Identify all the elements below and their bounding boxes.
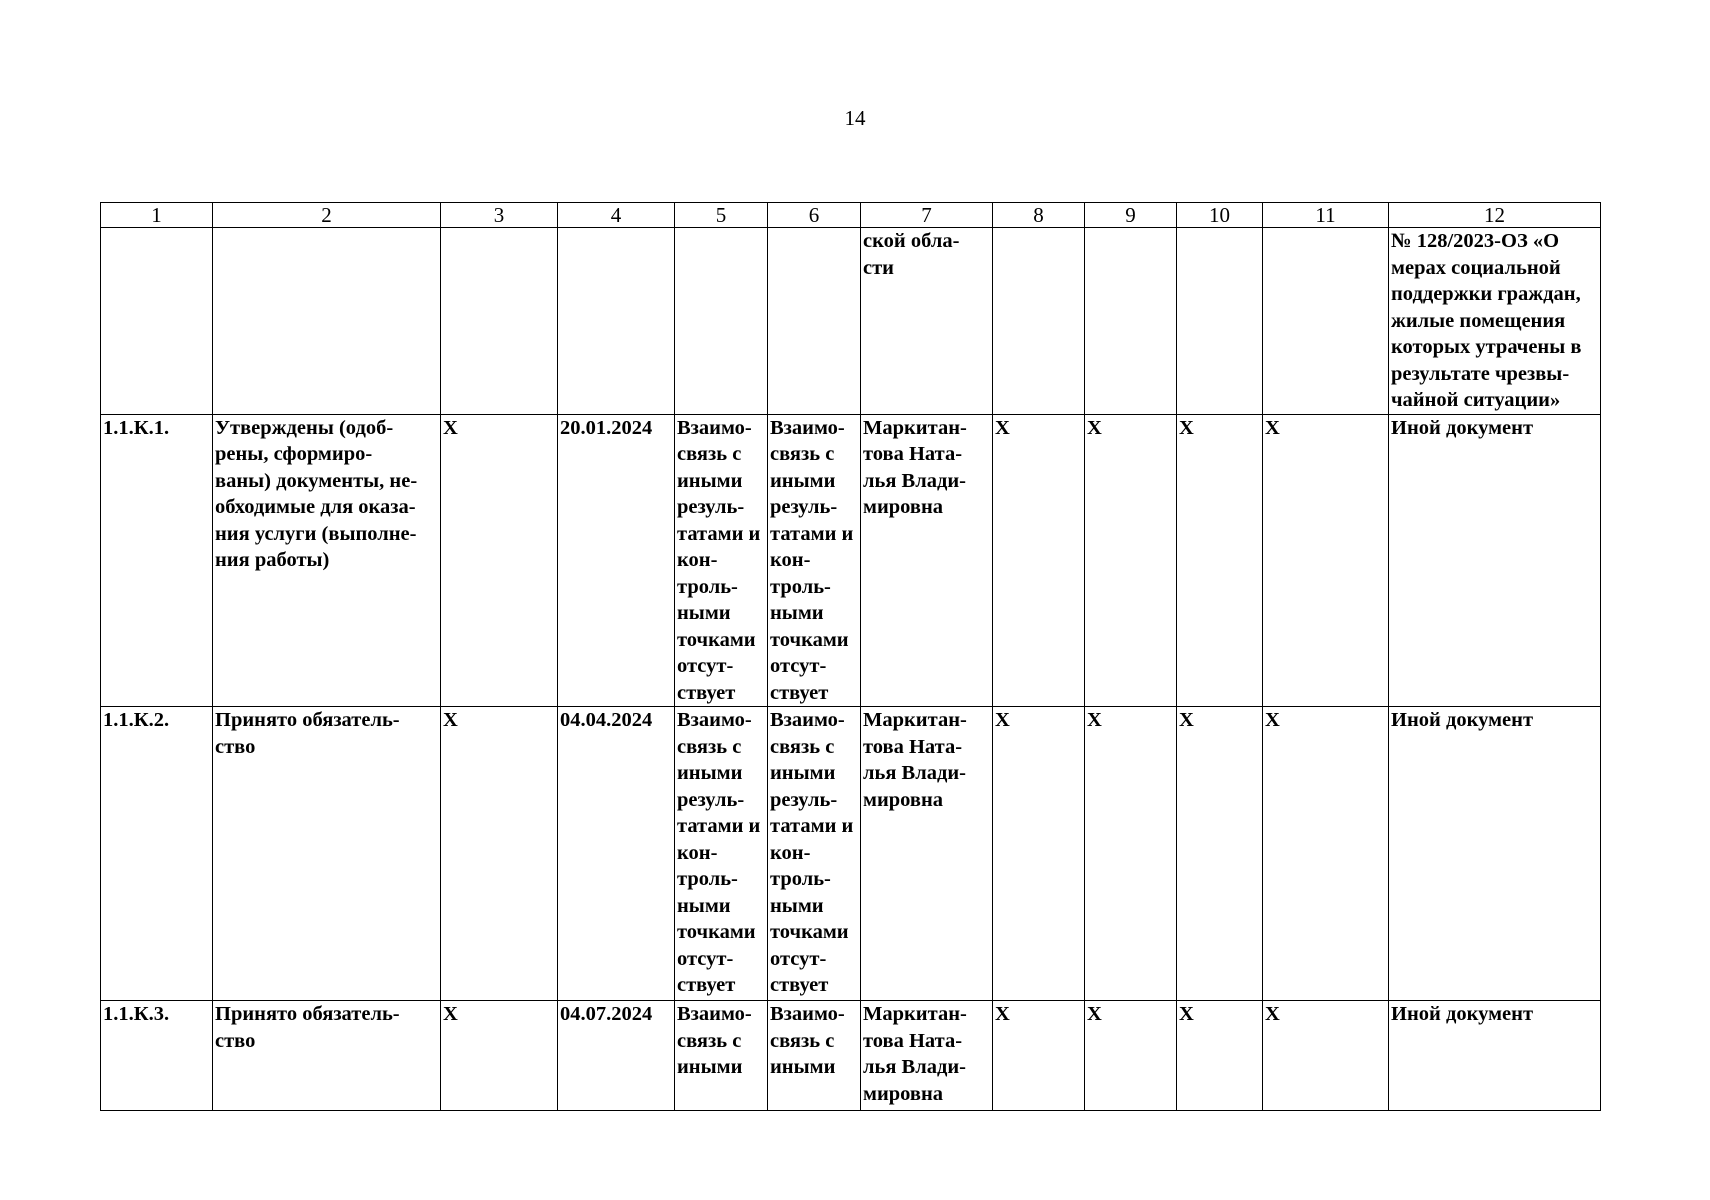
page-number: 14: [844, 106, 866, 130]
table-cell: [993, 228, 1085, 415]
column-header: 7: [861, 203, 993, 228]
table-cell: X: [993, 1001, 1085, 1111]
table-cell: 1.1.К.1.: [101, 414, 213, 707]
table-row: [101, 707, 1601, 1001]
table-cell: [1085, 228, 1177, 415]
column-header: 6: [768, 203, 861, 228]
table-cell: Иной документ: [1389, 414, 1601, 707]
table-row: [101, 414, 1601, 707]
table-cell: X: [1263, 414, 1389, 707]
column-header: 12: [1389, 203, 1601, 228]
table-cell: Маркитан- това Ната- лья Влади- мировна: [861, 1001, 993, 1111]
table-cell: Принято обязатель- ство: [213, 1001, 441, 1111]
column-header: 8: [993, 203, 1085, 228]
table-cell: 04.07.2024: [558, 1001, 675, 1111]
table-cell: [558, 228, 675, 415]
table-cell: Маркитан- това Ната- лья Влади- мировна: [861, 414, 993, 707]
table-cell: 04.04.2024: [558, 707, 675, 1001]
table-cell: X: [441, 1001, 558, 1111]
table-cell: Взаимо- связь с иными резуль- татами и кон- троль- ными точками отсут- ствует: [675, 414, 768, 707]
table-cell: X: [993, 414, 1085, 707]
header-row: [101, 203, 1601, 228]
table-row: [101, 228, 1601, 415]
column-header: 9: [1085, 203, 1177, 228]
table-cell: ской обла- сти: [861, 228, 993, 415]
table-cell: Маркитан- това Ната- лья Влади- мировна: [861, 707, 993, 1001]
table-cell: X: [441, 414, 558, 707]
column-header: 10: [1177, 203, 1263, 228]
table-cell: 20.01.2024: [558, 414, 675, 707]
table-cell: X: [993, 707, 1085, 1001]
table-cell: [213, 228, 441, 415]
column-header: 2: [213, 203, 441, 228]
table-cell: X: [1263, 1001, 1389, 1111]
table-cell: Взаимо- связь с иными резуль- татами и кон- троль- ными точками отсут- ствует: [768, 707, 861, 1001]
table-cell: Иной документ: [1389, 707, 1601, 1001]
table-row: [101, 1001, 1601, 1111]
table-cell: [101, 228, 213, 415]
table-cell: 1.1.К.3.: [101, 1001, 213, 1111]
table-cell: X: [1263, 707, 1389, 1001]
column-header: 1: [101, 203, 213, 228]
table-cell: X: [1085, 1001, 1177, 1111]
table-cell: X: [1177, 414, 1263, 707]
table-cell: [441, 228, 558, 415]
document-table: [100, 202, 1601, 1111]
table-cell: 1.1.К.2.: [101, 707, 213, 1001]
table-cell: Взаимо- связь с иными резуль- татами и кон- троль- ными точками отсут- ствует: [768, 414, 861, 707]
table-cell: X: [1177, 1001, 1263, 1111]
table-cell: Утверждены (одоб- рены, сформиро- ваны) документы, не- обходимые для оказа- ния услуги (выполне- ния работы): [213, 414, 441, 707]
table-cell: [675, 228, 768, 415]
column-header: 3: [441, 203, 558, 228]
column-header: 11: [1263, 203, 1389, 228]
table-cell: X: [1085, 414, 1177, 707]
table-cell: X: [1177, 707, 1263, 1001]
table-cell: [768, 228, 861, 415]
table-cell: Иной документ: [1389, 1001, 1601, 1111]
column-header: 5: [675, 203, 768, 228]
table-cell: № 128/2023-ОЗ «О мерах социальной поддержки граждан, жилые помещения которых утрачены в результате чрезвы- чайной ситуации»: [1389, 228, 1601, 415]
table-cell: Взаимо- связь с иными: [675, 1001, 768, 1111]
column-header: 4: [558, 203, 675, 228]
table-cell: [1177, 228, 1263, 415]
table-cell: Принято обязатель- ство: [213, 707, 441, 1001]
table-cell: Взаимо- связь с иными: [768, 1001, 861, 1111]
table-cell: X: [441, 707, 558, 1001]
table-cell: X: [1085, 707, 1177, 1001]
table-cell: [1263, 228, 1389, 415]
table-cell: Взаимо- связь с иными резуль- татами и кон- троль- ными точками отсут- ствует: [675, 707, 768, 1001]
